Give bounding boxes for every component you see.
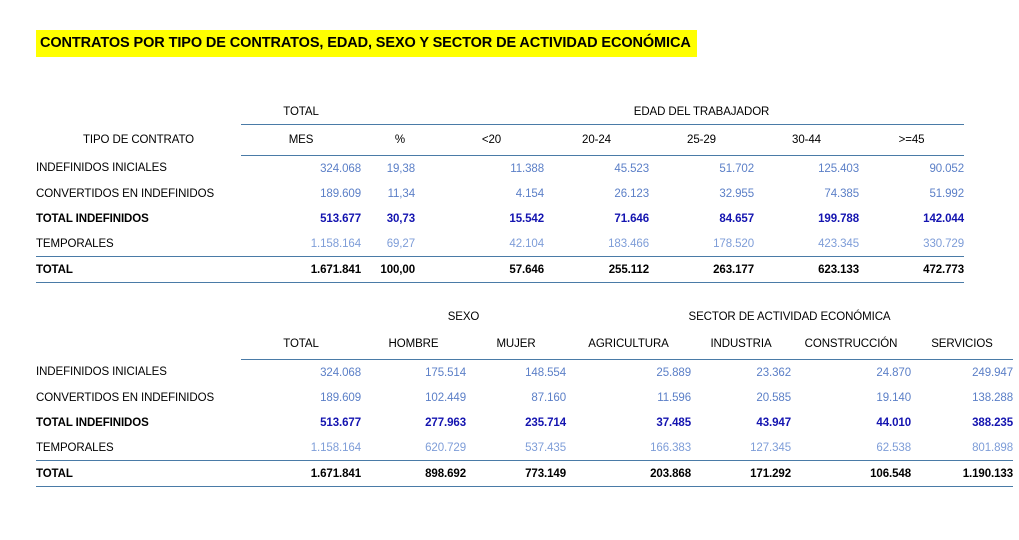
row-label: TOTAL (36, 257, 241, 283)
contracts-by-sector-body (36, 360, 1013, 487)
cell-hombre: 102.449 (425, 391, 466, 404)
cell-30-44: 199.788 (818, 212, 859, 225)
cell-under-20: 57.646 (439, 257, 544, 283)
column-header-20-24: 20-24 (544, 125, 649, 156)
cell-total: 189.609 (320, 391, 361, 404)
group-header-row (36, 305, 1013, 329)
table-row (36, 435, 1013, 461)
cell-construccion: 19.140 (876, 391, 911, 404)
cell-mes: 189.609 (320, 187, 361, 200)
cell-under-20: 42.104 (509, 237, 544, 250)
cell-mes: 324.068 (320, 162, 361, 175)
group-header-age: EDAD DEL TRABAJADOR (439, 100, 964, 125)
cell-agricultura: 11.596 (657, 391, 691, 404)
contracts-by-sector-table (36, 305, 1013, 487)
column-header-hombre: HOMBRE (361, 329, 466, 360)
column-header-total: TOTAL (241, 329, 361, 360)
cell-45-plus: 472.773 (859, 257, 964, 283)
cell-agricultura: 166.383 (650, 441, 691, 454)
cell-hombre: 620.729 (425, 441, 466, 454)
cell-mes: 513.677 (320, 212, 361, 225)
cell-45-plus: 142.044 (923, 212, 965, 225)
table-row (36, 231, 964, 257)
page-title-text: CONTRATOS POR TIPO DE CONTRATOS, EDAD, SEXO Y SECTOR DE ACTIVIDAD ECONÓMICA (36, 30, 697, 57)
column-header-blank (36, 329, 241, 360)
cell-30-44: 423.345 (818, 237, 859, 250)
cell-industria: 127.345 (750, 441, 791, 454)
page-title (36, 30, 697, 57)
cell-servicios: 138.288 (972, 391, 1014, 404)
cell-servicios: 249.947 (972, 366, 1014, 379)
cell-percent: 30,73 (386, 212, 415, 225)
cell-construccion: 44.010 (876, 416, 911, 429)
row-label: CONVERTIDOS EN INDEFINIDOS (36, 391, 215, 404)
cell-20-24: 45.523 (614, 162, 649, 175)
row-label: TOTAL INDEFINIDOS (36, 416, 149, 429)
cell-under-20: 11.388 (510, 162, 544, 175)
row-label: TOTAL (36, 461, 241, 487)
table-row-total (36, 257, 964, 283)
cell-agricultura: 203.868 (566, 461, 691, 487)
group-header-total: TOTAL (241, 100, 361, 125)
column-header-under-20: <20 (439, 125, 544, 156)
cell-percent: 69,27 (386, 237, 415, 250)
cell-20-24: 255.112 (544, 257, 649, 283)
table-row-subtotal (36, 410, 1013, 435)
cell-construccion: 106.548 (791, 461, 911, 487)
cell-20-24: 71.646 (614, 212, 649, 225)
cell-30-44: 623.133 (754, 257, 859, 283)
cell-45-plus: 90.052 (929, 162, 965, 175)
cell-percent: 19,38 (386, 162, 415, 175)
cell-mujer: 87.160 (531, 391, 566, 404)
cell-hombre: 277.963 (425, 416, 466, 429)
column-header-percent: % (361, 125, 439, 156)
column-header-agricultura: AGRICULTURA (566, 329, 691, 360)
column-header-servicios: SERVICIOS (911, 329, 1013, 360)
cell-servicios: 1.190.133 (911, 461, 1013, 487)
cell-industria: 43.947 (756, 416, 791, 429)
cell-45-plus: 330.729 (923, 237, 965, 250)
cell-25-29: 51.702 (719, 162, 754, 175)
cell-mujer: 148.554 (525, 366, 566, 379)
table-row (36, 156, 964, 182)
cell-percent: 11,34 (387, 187, 415, 200)
cell-servicios: 388.235 (972, 416, 1014, 429)
table-row-subtotal (36, 206, 964, 231)
cell-total: 1.158.164 (310, 441, 361, 454)
table-row (36, 385, 1013, 410)
column-header-30-44: 30-44 (754, 125, 859, 156)
column-header-25-29: 25-29 (649, 125, 754, 156)
cell-hombre: 175.514 (425, 366, 466, 379)
table-row (36, 360, 1013, 386)
cell-30-44: 125.403 (818, 162, 859, 175)
cell-mujer: 537.435 (525, 441, 566, 454)
cell-45-plus: 51.992 (929, 187, 965, 200)
cell-construccion: 24.870 (876, 366, 911, 379)
column-header-45-plus: >=45 (859, 125, 964, 156)
cell-total: 513.677 (320, 416, 361, 429)
cell-hombre: 898.692 (361, 461, 466, 487)
group-header-sexo: SEXO (447, 311, 480, 323)
table-row-total (36, 461, 1013, 487)
cell-percent: 100,00 (361, 257, 439, 283)
group-header-sector: SECTOR DE ACTIVIDAD ECONÓMICA (688, 311, 891, 323)
row-label: INDEFINIDOS INICIALES (36, 366, 167, 379)
cell-mes: 1.158.164 (310, 237, 361, 250)
group-header-spacer (36, 305, 241, 329)
cell-25-29: 263.177 (649, 257, 754, 283)
column-header-tipo-de-contrato: TIPO DE CONTRATO (82, 134, 195, 146)
cell-20-24: 183.466 (608, 237, 649, 250)
cell-total: 324.068 (320, 366, 361, 379)
cell-25-29: 32.955 (719, 187, 754, 200)
group-header-spacer (36, 100, 241, 125)
cell-industria: 171.292 (691, 461, 791, 487)
group-header-total-pct-rule (361, 100, 439, 125)
row-label: TEMPORALES (36, 441, 114, 454)
cell-25-29: 84.657 (719, 212, 754, 225)
column-header-construccion: CONSTRUCCIÓN (791, 329, 911, 360)
cell-under-20: 15.542 (509, 212, 544, 225)
cell-agricultura: 37.485 (656, 416, 691, 429)
cell-servicios: 801.898 (972, 441, 1014, 454)
cell-20-24: 26.123 (614, 187, 649, 200)
cell-30-44: 74.385 (824, 187, 859, 200)
cell-mujer: 773.149 (466, 461, 566, 487)
row-label: CONVERTIDOS EN INDEFINIDOS (36, 187, 215, 200)
cell-agricultura: 25.889 (656, 366, 691, 379)
cell-mujer: 235.714 (525, 416, 566, 429)
cell-industria: 23.362 (756, 366, 791, 379)
group-header-total-spacer (241, 305, 361, 329)
column-header-mujer: MUJER (466, 329, 566, 360)
column-header-row (36, 125, 964, 156)
cell-industria: 20.585 (756, 391, 791, 404)
cell-mes: 1.671.841 (241, 257, 361, 283)
group-header-row (36, 100, 964, 125)
table-row (36, 181, 964, 206)
contracts-by-age-body (36, 156, 964, 283)
cell-under-20: 4.154 (515, 187, 544, 200)
cell-25-29: 178.520 (713, 237, 754, 250)
column-header-industria: INDUSTRIA (691, 329, 791, 360)
row-label: TOTAL INDEFINIDOS (36, 212, 149, 225)
cell-construccion: 62.538 (876, 441, 911, 454)
row-label: TEMPORALES (36, 237, 114, 250)
cell-total: 1.671.841 (241, 461, 361, 487)
column-header-mes: MES (241, 125, 361, 156)
column-header-row (36, 329, 1013, 360)
contracts-by-age-table (36, 100, 964, 283)
row-label: INDEFINIDOS INICIALES (36, 162, 167, 175)
